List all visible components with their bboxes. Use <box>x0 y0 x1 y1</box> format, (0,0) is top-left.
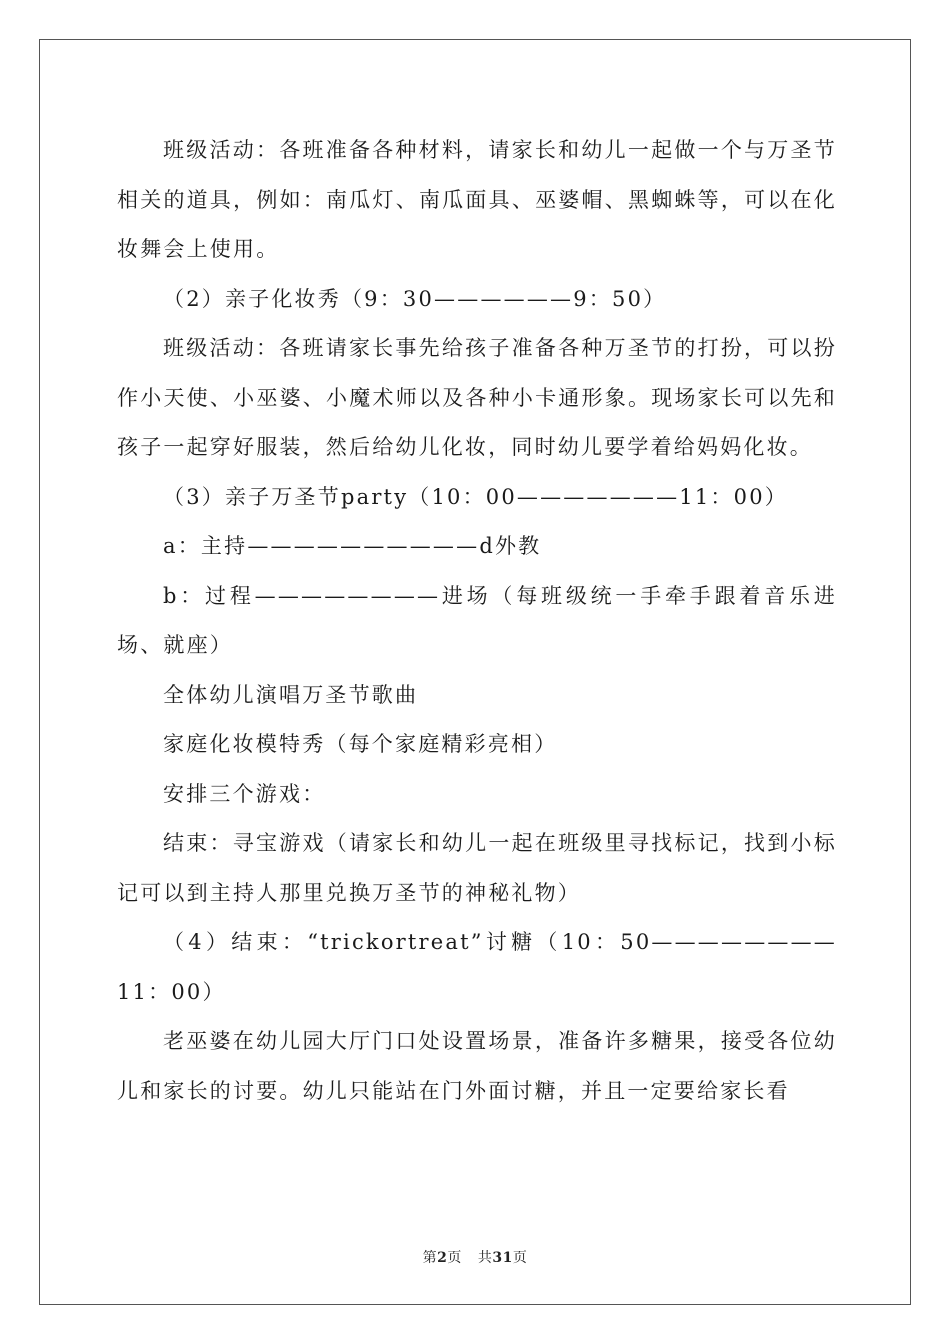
paragraph-old-witch-candy: 老巫婆在幼儿园大厅门口处设置场景，准备许多糖果，接受各位幼儿和家长的讨要。幼儿只能站在门外面讨糖，并且一定要给家长看 <box>117 1029 837 1103</box>
footer-page-current: 2 <box>437 1250 448 1266</box>
footer-total-prefix: 共 <box>477 1250 493 1266</box>
footer-page-suffix: 页 <box>447 1250 462 1266</box>
footer-page-prefix: 第 <box>422 1250 438 1266</box>
heading-trick-or-treat: （4）结束：“trickortreat”讨糖（10：50————————11：00） <box>117 930 837 1004</box>
page-footer <box>0 1247 950 1267</box>
heading-parent-child-makeup-show: （2）亲子化妆秀（9：30——————9：50） <box>163 286 667 311</box>
document-body <box>117 126 837 1116</box>
footer-total-suffix: 页 <box>512 1250 528 1266</box>
footer-page-total: 31 <box>492 1250 513 1266</box>
paragraph-three-games: 安排三个游戏： <box>163 781 326 806</box>
paragraph-treasure-hunt: 结束：寻宝游戏（请家长和幼儿一起在班级里寻找标记，找到小标记可以到主持人那里兑换万圣节的神秘礼物） <box>117 831 837 905</box>
paragraph-process-entry: b：过程————————进场（每班级统一手牵手跟着音乐进场、就座） <box>117 583 837 657</box>
paragraph-class-activity-materials: 班级活动：各班准备各种材料，请家长和幼儿一起做一个与万圣节相关的道具，例如：南瓜灯、南瓜面具、巫婆帽、黑蜘蛛等，可以在化妆舞会上使用。 <box>117 138 837 261</box>
paragraph-halloween-song: 全体幼儿演唱万圣节歌曲 <box>163 682 419 707</box>
paragraph-class-activity-costumes: 班级活动：各班请家长事先给孩子准备各种万圣节的打扮，可以扮作小天使、小巫婆、小魔术师以及各种小卡通形象。现场家长可以先和孩子一起穿好服装，然后给幼儿化妆，同时幼儿要学着给妈妈化妆。 <box>117 336 837 459</box>
paragraph-host: a：主持——————————d外教 <box>163 534 542 558</box>
heading-halloween-party: （3）亲子万圣节party（10：00———————11：00） <box>163 484 788 509</box>
paragraph-family-model-show: 家庭化妆模特秀（每个家庭精彩亮相） <box>163 732 558 756</box>
